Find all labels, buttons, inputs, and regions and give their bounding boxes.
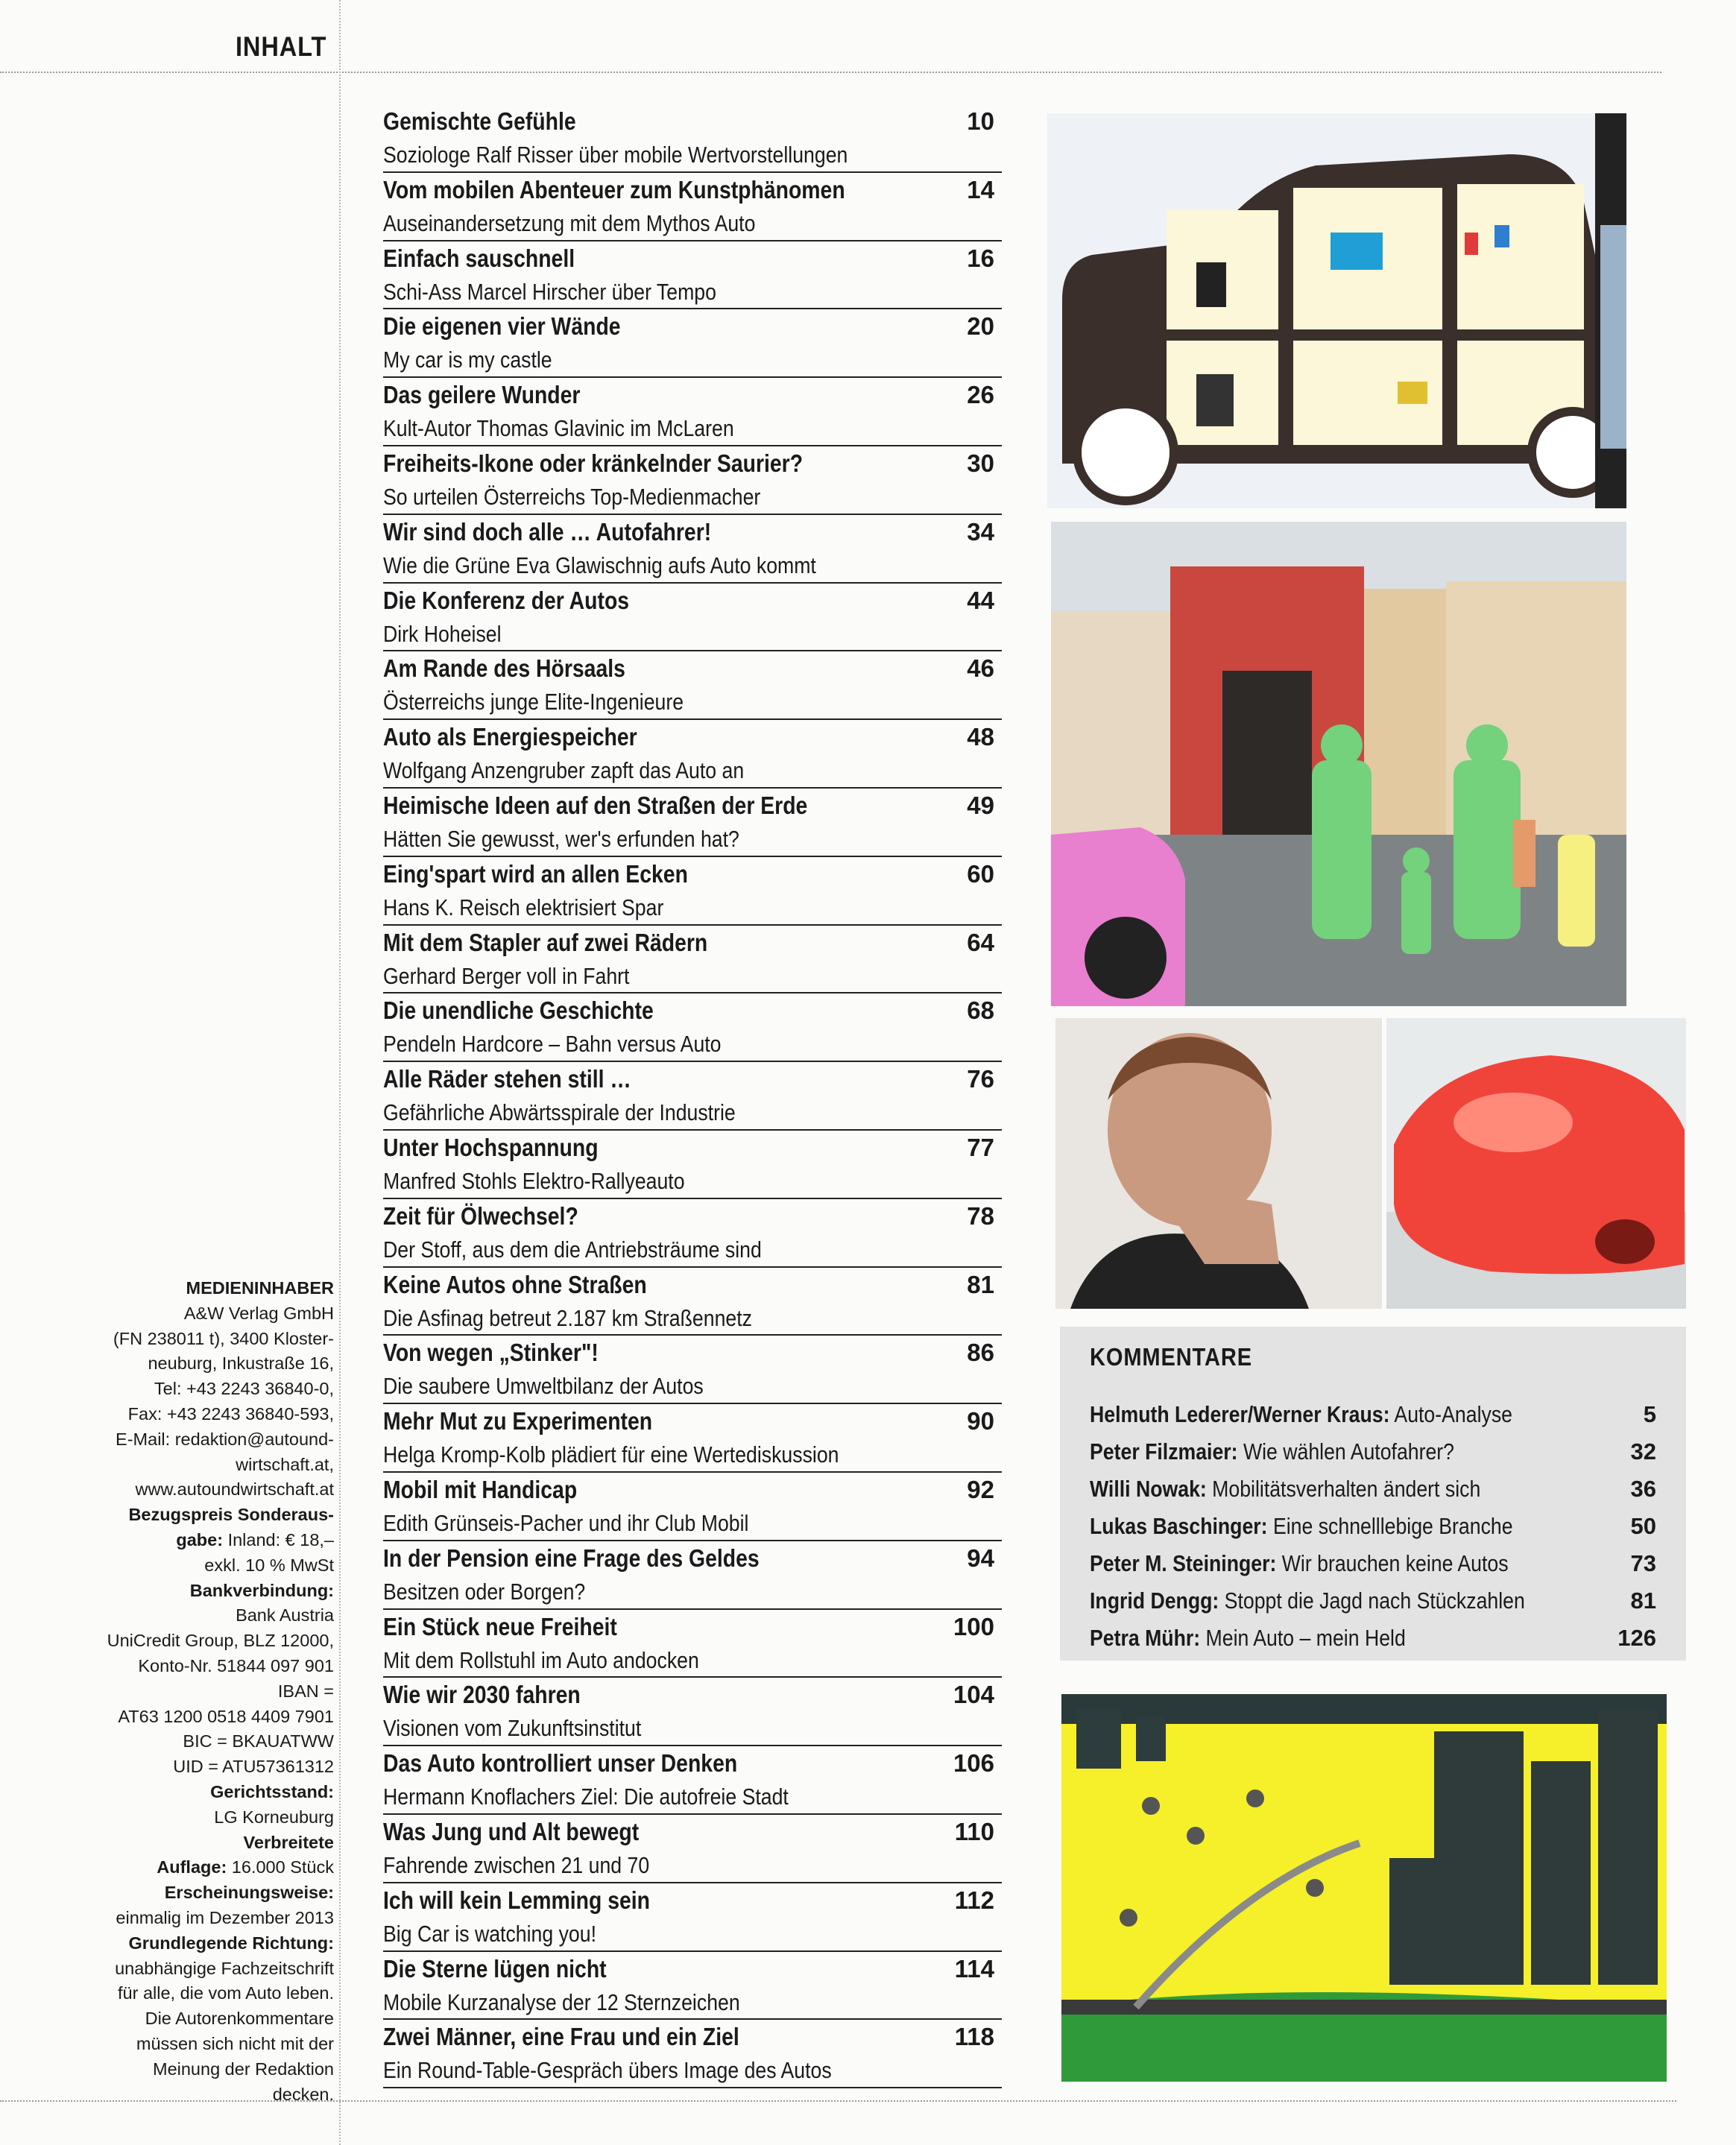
section-header: INHALT bbox=[236, 31, 327, 62]
comment-item bbox=[1090, 1550, 1656, 1577]
toc-entry-page: 104 bbox=[953, 1681, 994, 1709]
comment-title: Mobilitätsverhalten ändert sich bbox=[1206, 1476, 1481, 1502]
imprint-line: A&W Verlag GmbH bbox=[183, 1303, 334, 1323]
toc-entry-title: Was Jung und Alt bewegt bbox=[383, 1817, 640, 1845]
imprint-label: Bezugspreis Sonderaus- bbox=[128, 1505, 334, 1525]
comment-author: Peter Filzmaier: bbox=[1090, 1438, 1238, 1465]
toc-entry-title: In der Pension eine Frage des Geldes bbox=[383, 1544, 760, 1572]
toc-entry-page: 34 bbox=[967, 517, 994, 546]
imprint-line: exkl. 10 % MwSt bbox=[204, 1555, 334, 1575]
city-illustration-drawing bbox=[1061, 1694, 1667, 2082]
imprint-label: Gerichtsstand: bbox=[210, 1781, 334, 1801]
comment-author: Petra Mühr: bbox=[1090, 1625, 1201, 1651]
comment-page: 126 bbox=[1617, 1625, 1656, 1651]
comment-item bbox=[1090, 1625, 1656, 1652]
imprint-line: LG Korneuburg bbox=[214, 1807, 334, 1827]
imprint-heading: MEDIENINHABER bbox=[186, 1278, 334, 1298]
comment-author: Peter M. Steininger: bbox=[1090, 1550, 1277, 1576]
imprint-label: Erscheinungsweise: bbox=[164, 1883, 334, 1903]
toc-entry-subtitle: Gefährliche Abwärtsspirale der Industrie bbox=[383, 1099, 736, 1126]
imprint-label: Verbreitete bbox=[243, 1832, 334, 1852]
toc-entry bbox=[383, 1199, 1002, 1268]
toc-entry-page: 77 bbox=[967, 1133, 994, 1161]
city-illustration bbox=[1061, 1694, 1667, 2082]
comment-page: 73 bbox=[1630, 1550, 1656, 1576]
red-car-photo bbox=[1386, 1018, 1686, 1309]
toc-entry bbox=[383, 789, 1002, 857]
toc-entry-subtitle: Helga Kromp-Kolb plädiert für eine Wertediskussion bbox=[383, 1441, 839, 1468]
toc-entry bbox=[383, 1268, 1002, 1336]
toc-entry bbox=[383, 1746, 1002, 1815]
toc-entry-title: Die eigenen vier Wände bbox=[383, 312, 621, 341]
toc-entry-subtitle: Mit dem Rollstuhl im Auto andocken bbox=[383, 1646, 699, 1673]
toc-entry bbox=[383, 2020, 1002, 2088]
toc-entry-subtitle: Pendeln Hardcore – Bahn versus Auto bbox=[383, 1031, 722, 1058]
table-of-contents bbox=[383, 104, 1002, 2088]
imprint-line: Fax: +43 2243 36840-593, bbox=[127, 1403, 334, 1424]
comment-title: Auto-Analyse bbox=[1389, 1401, 1512, 1427]
comment-page: 5 bbox=[1643, 1401, 1656, 1427]
toc-entry-page: 90 bbox=[967, 1407, 994, 1435]
toc-entry-page: 118 bbox=[954, 2023, 994, 2051]
toc-entry-title: Freiheits-Ikone oder kränkelnder Saurier? bbox=[383, 449, 804, 477]
imprint-line: neuburg, Inkustraße 16, bbox=[148, 1353, 334, 1374]
toc-entry-page: 48 bbox=[967, 723, 994, 751]
imprint-label: Bankverbindung: bbox=[189, 1580, 334, 1600]
toc-entry-subtitle: Wolfgang Anzengruber zapft das Auto an bbox=[383, 757, 745, 784]
toc-entry-page: 100 bbox=[953, 1612, 994, 1640]
imprint-line: AT63 1200 0518 4409 7901 bbox=[118, 1706, 334, 1726]
imprint-line: für alle, die vom Auto leben. bbox=[117, 1983, 334, 2003]
toc-entry-title: Die unendliche Geschichte bbox=[383, 996, 654, 1025]
toc-entry-page: 76 bbox=[967, 1065, 994, 1093]
comment-page: 50 bbox=[1630, 1513, 1656, 1539]
toc-entry-subtitle: Big Car is watching you! bbox=[383, 1920, 596, 1947]
comment-author: Willi Nowak: bbox=[1090, 1476, 1207, 1502]
imprint-line: UniCredit Group, BLZ 12000, bbox=[107, 1631, 334, 1651]
toc-entry-title: Vom mobilen Abenteuer zum Kunstphänomen bbox=[383, 175, 845, 203]
imprint-line: wirtschaft.at, bbox=[236, 1454, 334, 1474]
toc-entry bbox=[383, 1678, 1002, 1746]
toc-entry-subtitle: Die saubere Umweltbilanz der Autos bbox=[383, 1373, 704, 1400]
imprint-label: Grundlegende Richtung: bbox=[128, 1933, 334, 1953]
toc-entry-subtitle: Besitzen oder Borgen? bbox=[383, 1578, 586, 1605]
toc-entry-title: Ich will kein Lemming sein bbox=[383, 1886, 651, 1914]
comment-page: 32 bbox=[1630, 1438, 1656, 1465]
toc-entry bbox=[383, 1815, 1002, 1883]
toc-entry-title: Keine Autos ohne Straßen bbox=[383, 1270, 647, 1298]
toc-entry bbox=[383, 993, 1002, 1062]
comment-title: Mein Auto – mein Held bbox=[1200, 1625, 1406, 1651]
toc-entry bbox=[383, 173, 1002, 241]
imprint-line: einmalig im Dezember 2013 bbox=[116, 1907, 334, 1927]
comment-item bbox=[1090, 1401, 1656, 1428]
toc-entry bbox=[383, 1131, 1002, 1199]
car-house-illustration bbox=[1047, 113, 1626, 508]
toc-entry-page: 60 bbox=[967, 859, 994, 888]
red-car-drawing bbox=[1386, 1018, 1686, 1309]
toc-entry bbox=[383, 104, 1002, 173]
imprint-line: Meinung der Redaktion bbox=[153, 2059, 334, 2079]
toc-entry-page: 94 bbox=[967, 1544, 994, 1572]
imprint-line: UID = ATU57361312 bbox=[173, 1757, 334, 1777]
toc-entry-page: 14 bbox=[967, 175, 994, 203]
toc-entry-subtitle: Soziologe Ralf Risser über mobile Wertvorstellungen bbox=[383, 142, 848, 168]
imprint-line: E-Mail: redaktion@autound- bbox=[116, 1429, 334, 1449]
city-square-photo bbox=[1051, 522, 1626, 1006]
imprint-line: 16.000 Stück bbox=[227, 1857, 334, 1877]
toc-entry bbox=[383, 1062, 1002, 1131]
toc-entry bbox=[383, 1541, 1002, 1610]
toc-entry-title: Eing'spart wird an allen Ecken bbox=[383, 859, 688, 888]
toc-entry-subtitle: Kult-Autor Thomas Glavinic im McLaren bbox=[383, 415, 734, 442]
toc-entry-title: Die Konferenz der Autos bbox=[383, 586, 630, 614]
toc-entry-title: Das geilere Wunder bbox=[383, 381, 581, 409]
toc-entry-subtitle: Die Asfinag betreut 2.187 km Straßennetz bbox=[383, 1304, 752, 1331]
toc-entry bbox=[383, 584, 1002, 652]
toc-entry-page: 44 bbox=[967, 586, 994, 614]
imprint-line: decken. bbox=[272, 2084, 334, 2104]
comment-title: Eine schnelllebige Branche bbox=[1267, 1513, 1513, 1539]
portrait-drawing bbox=[1055, 1018, 1382, 1309]
comment-page: 81 bbox=[1630, 1588, 1656, 1614]
toc-entry bbox=[383, 1883, 1002, 1952]
toc-entry-subtitle: Ein Round-Table-Gespräch übers Image des Autos bbox=[383, 2057, 832, 2084]
toc-entry bbox=[383, 651, 1002, 720]
toc-entry bbox=[383, 241, 1002, 310]
imprint-line: IBAN = bbox=[277, 1681, 334, 1701]
imprint-website: www.autoundwirtschaft.at bbox=[135, 1479, 334, 1500]
toc-entry-title: Wie wir 2030 fahren bbox=[383, 1681, 581, 1709]
portrait-photo bbox=[1055, 1018, 1382, 1309]
toc-entry bbox=[383, 1336, 1002, 1404]
toc-entry-title: Wir sind doch alle … Autofahrer! bbox=[383, 517, 712, 546]
comment-author: Helmuth Lederer/Werner Kraus: bbox=[1090, 1401, 1390, 1427]
comments-box bbox=[1060, 1327, 1686, 1661]
toc-entry bbox=[383, 1610, 1002, 1678]
toc-entry-page: 49 bbox=[967, 791, 994, 819]
top-divider bbox=[0, 72, 1661, 73]
toc-entry-page: 78 bbox=[967, 1201, 994, 1230]
toc-entry-title: Zwei Männer, eine Frau und ein Ziel bbox=[383, 2023, 739, 2051]
toc-entry bbox=[383, 309, 1002, 378]
toc-entry-subtitle: Mobile Kurzanalyse der 12 Sternzeichen bbox=[383, 1988, 740, 2015]
imprint-line: unabhängige Fachzeitschrift bbox=[115, 1958, 334, 1978]
imprint-label: Auflage: bbox=[157, 1857, 227, 1877]
column-divider bbox=[339, 0, 341, 2145]
toc-entry-title: Unter Hochspannung bbox=[383, 1133, 599, 1161]
toc-entry-subtitle: Gerhard Berger voll in Fahrt bbox=[383, 962, 630, 989]
toc-entry-page: 114 bbox=[954, 1954, 994, 1983]
toc-entry-title: Auto als Energiespeicher bbox=[383, 723, 637, 751]
toc-entry-subtitle: Der Stoff, aus dem die Antriebsträume sind bbox=[383, 1236, 762, 1263]
toc-entry-title: Mehr Mut zu Experimenten bbox=[383, 1407, 653, 1435]
imprint-line: Inland: € 18,– bbox=[223, 1529, 334, 1549]
toc-entry-subtitle: Edith Grünseis-Pacher und ihr Club Mobil bbox=[383, 1509, 749, 1536]
comment-page: 36 bbox=[1630, 1476, 1656, 1502]
comment-author: Lukas Baschinger: bbox=[1090, 1513, 1268, 1539]
toc-entry bbox=[383, 1952, 1002, 2021]
toc-entry-subtitle: Hätten Sie gewusst, wer's erfunden hat? bbox=[383, 825, 739, 852]
imprint-line: BIC = BKAUATWW bbox=[183, 1731, 334, 1751]
toc-entry-title: Mit dem Stapler auf zwei Rädern bbox=[383, 928, 708, 956]
comment-title: Wie wählen Autofahrer? bbox=[1237, 1438, 1455, 1465]
toc-entry-subtitle: Hermann Knoflachers Ziel: Die autofreie Stadt bbox=[383, 1784, 789, 1810]
toc-entry-page: 110 bbox=[954, 1817, 994, 1845]
toc-entry-title: Heimische Ideen auf den Straßen der Erde bbox=[383, 791, 808, 819]
toc-entry-title: Am Rande des Hörsaals bbox=[383, 654, 625, 683]
toc-entry-title: Gemischte Gefühle bbox=[383, 107, 576, 135]
comment-author: Ingrid Dengg: bbox=[1090, 1588, 1219, 1614]
comment-title: Stoppt die Jagd nach Stückzahlen bbox=[1219, 1588, 1525, 1614]
toc-entry bbox=[383, 720, 1002, 789]
imprint-line: Die Autorenkommentare bbox=[145, 2009, 334, 2029]
imprint-line: Bank Austria bbox=[236, 1605, 334, 1626]
toc-entry-title: Das Auto kontrolliert unser Denken bbox=[383, 1749, 738, 1778]
toc-entry-subtitle: So urteilen Österreichs Top-Medienmacher bbox=[383, 483, 761, 510]
comment-item bbox=[1090, 1438, 1656, 1465]
toc-entry-page: 46 bbox=[967, 654, 994, 683]
toc-entry-page: 64 bbox=[967, 928, 994, 956]
toc-entry-title: Von wegen „Stinker"! bbox=[383, 1339, 599, 1367]
toc-entry bbox=[383, 1404, 1002, 1473]
imprint-line: (FN 238011 t), 3400 Kloster- bbox=[113, 1328, 334, 1348]
toc-entry bbox=[383, 446, 1002, 515]
car-house-drawing bbox=[1047, 113, 1626, 508]
toc-entry-page: 86 bbox=[967, 1339, 994, 1367]
toc-entry-page: 112 bbox=[954, 1886, 994, 1914]
comment-title: Wir brauchen keine Autos bbox=[1276, 1550, 1509, 1576]
toc-entry-subtitle: Österreichs junge Elite-Ingenieure bbox=[383, 689, 684, 715]
toc-entry-title: Zeit für Ölwechsel? bbox=[383, 1201, 578, 1230]
toc-entry-page: 20 bbox=[967, 312, 994, 341]
toc-entry-title: Einfach sauschnell bbox=[383, 244, 575, 272]
toc-entry-page: 30 bbox=[967, 449, 994, 477]
toc-entry bbox=[383, 1473, 1002, 1541]
toc-entry-title: Mobil mit Handicap bbox=[383, 1475, 578, 1503]
comment-item bbox=[1090, 1513, 1656, 1540]
toc-entry-page: 10 bbox=[967, 107, 994, 135]
toc-entry-subtitle: Dirk Hoheisel bbox=[383, 620, 502, 647]
toc-entry-subtitle: Hans K. Reisch elektrisiert Spar bbox=[383, 894, 664, 920]
toc-entry-page: 68 bbox=[967, 996, 994, 1025]
toc-entry-page: 92 bbox=[967, 1475, 994, 1503]
imprint-line: Tel: +43 2243 36840-0, bbox=[154, 1379, 334, 1399]
toc-entry-subtitle: Schi-Ass Marcel Hirscher über Tempo bbox=[383, 278, 716, 305]
toc-entry-title: Ein Stück neue Freiheit bbox=[383, 1612, 617, 1640]
toc-entry-subtitle: Auseinandersetzung mit dem Mythos Auto bbox=[383, 209, 756, 236]
toc-entry bbox=[383, 926, 1002, 994]
comment-item bbox=[1090, 1588, 1656, 1614]
toc-entry-title: Die Sterne lügen nicht bbox=[383, 1954, 607, 1983]
imprint bbox=[30, 1276, 334, 2107]
toc-entry-subtitle: Visionen vom Zukunftsinstitut bbox=[383, 1715, 642, 1742]
city-square-drawing bbox=[1051, 522, 1626, 1006]
toc-entry-subtitle: Fahrende zwischen 21 und 70 bbox=[383, 1851, 650, 1878]
toc-entry-page: 106 bbox=[953, 1749, 994, 1778]
toc-entry-title: Alle Räder stehen still … bbox=[383, 1065, 631, 1093]
toc-entry bbox=[383, 857, 1002, 926]
imprint-line: müssen sich nicht mit der bbox=[136, 2033, 334, 2053]
toc-entry bbox=[383, 378, 1002, 446]
imprint-line: Konto-Nr. 51844 097 901 bbox=[138, 1655, 334, 1675]
toc-entry-subtitle: My car is my castle bbox=[383, 347, 552, 373]
imprint-label: gabe: bbox=[176, 1529, 224, 1549]
comment-item bbox=[1090, 1476, 1656, 1503]
toc-entry-subtitle: Wie die Grüne Eva Glawischnig aufs Auto kommt bbox=[383, 552, 816, 578]
comments-heading: KOMMENTARE bbox=[1090, 1343, 1252, 1371]
toc-entry-page: 26 bbox=[967, 381, 994, 409]
toc-entry-page: 81 bbox=[967, 1270, 994, 1298]
toc-entry bbox=[383, 515, 1002, 584]
toc-entry-page: 16 bbox=[967, 244, 994, 272]
toc-entry-subtitle: Manfred Stohls Elektro-Rallyeauto bbox=[383, 1167, 685, 1194]
